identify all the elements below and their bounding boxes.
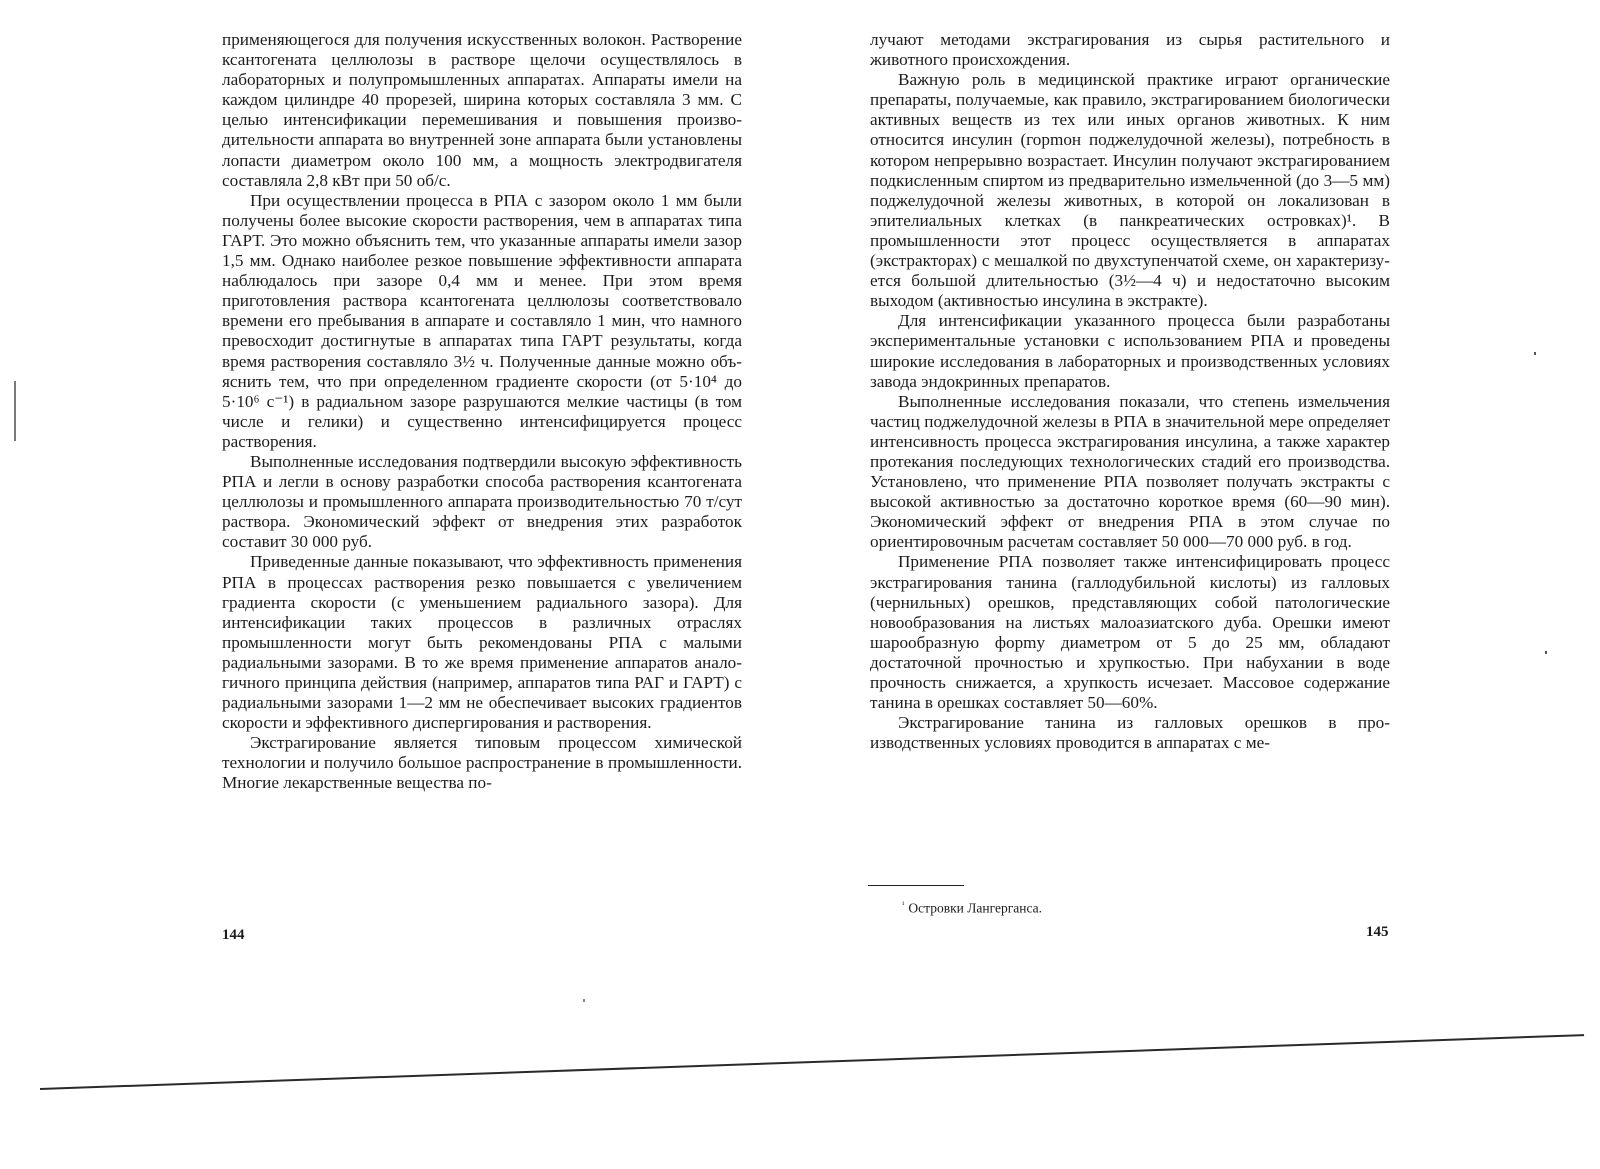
scan-page-edge-line [40, 1034, 1584, 1090]
footnote-text: Островки Лангерганса. [908, 900, 1042, 916]
left-paragraph-5: Экстрагирование является типовым процессом химической технологии и получило большое распространение в промышленности. Многие лекарственные вещества по- [222, 733, 742, 793]
left-paragraph-3: Выполненные исследования подтвердили высокую эффективность РПА и легли в основу разработки способа растворения ксантогената целлюлозы и промышленного аппарата производительностью 70 т/сут раствора. Экономический эффект от внедрения этих разработок составит 30 000 руб. [222, 451, 742, 552]
left-paragraph-1: применяющегося для получения искусственных волокон. Растворение ксантогената целлюлозы в растворе щелочи осуществлялось в лабораторных и полупромышленных аппаратах. Аппараты имели на каждом цилиндре 40 прорезей, ширина которых составляла 3 мм. С целью интенсификации перемешивания и повышения производительности аппарата во внутренней зоне аппарата были установлены лопасти диаметром около 100 мм, а мощность электродвигателя составляла 2,8 кВт при 50 об/с. [222, 30, 742, 190]
left-paragraph-2: При осуществлении процесса в РПА с зазором около 1 мм были получены более высокие скорости растворения, чем в аппаратах типа ГАРТ. Это можно объяснить тем, что указанные аппараты имели зазор 1,5 мм. Однако наиболее резкое повышение эффективности аппарата наблюдалось при зазоре 0,4 мм и менее. При этом время приготовления раствора ксантогената целлюлозы соответствовало времени его пребывания в аппарате и составляло 1 мин, что намного превосходит достигнутые в аппаратах типа ГАРТ результаты, когда время растворения составляло 3½ ч. Полученные данные можно объяснить тем, что при определенном градиенте скорости (от 5·10⁴ до 5·10⁶ с⁻¹) в радиальном зазоре разрушаются мелкие частицы (в том числе и гелики) и существенно интенсифицируется процесс растворения. [222, 190, 742, 451]
right-paragraph-4: Выполненные исследования показали, что степень измельчения частиц поджелудочной железы в РПА в значительной мере определяет интенсивность процесса экстрагирования инсулина, а также характер протекания последующих технологических стадий его производства. Установлено, что применение РПА позволяет получать экстракты с высокой активностью за достаточно короткое время (60—90 мин). Экономический эффект от внедрения РПА в этом случае по ориентировочным расчетам составляет 50 000—70 000 руб. в год. [870, 391, 1390, 552]
scan-artifact-dot [1545, 651, 1547, 654]
right-paragraph-6: Экстрагирование танина из галловых орешков в производственных условиях проводится в аппаратах с ме- [870, 713, 1390, 753]
scan-artifact-bar [14, 381, 16, 441]
right-page-number: 145 [1366, 924, 1389, 940]
left-page-body [222, 30, 742, 794]
scan-artifact-dot [583, 999, 585, 1002]
right-paragraph-1: лучают методами экстрагирования из сырья растительного и животного происхождения. [870, 30, 1390, 70]
scan-artifact-dot [1534, 352, 1536, 355]
footnote [902, 897, 1042, 917]
right-paragraph-5: Применение РПА позволяет также интенсифицировать процесс экстрагирования танина (галлодубильной кислоты) из галловых (чернильных) орешков, представляющих собой патологические новообразования на листьях малоазиатского дуба. Орешки имеют шарообразную форmу диаметром от 5 до 25 мм, обладают достаточной прочностью и хрупкостью. При набухании в воде прочность снижается, а хрупкость исчезает. Массовое содержание танина в орешках составляет 50—60%. [870, 552, 1390, 713]
left-page-number: 144 [222, 927, 245, 943]
footnote-marker: ¹ [902, 900, 905, 909]
right-page-body [870, 30, 1390, 753]
footnote-rule [868, 885, 964, 886]
right-paragraph-2: Важную роль в медицинской практике играют органические препараты, получаемые, как правило, экстрагированием биологически активных веществ из тех или иных органов животных. К ним относится инсулин (горmон поджелудочной железы), потребность в котором непрерывно возрастает. Инсулин получают экстрагированием подкисленным спиртом из предварительно измельченной (до 3—5 мм) поджелудочной железы животных, в которой он локализован в эпителиальных клетках (в панкреатических островках)¹. В промышленности этот процесс осуществляется в аппаратах (экстракторах) с мешалкой по двухступенчатой схеме, он характеризуется большой длительностью (3½—4 ч) и недостаточно высоким выходом (активностью инсулина в экстракте). [870, 70, 1390, 311]
left-paragraph-4: Приведенные данные показывают, что эффективность применения РПА в процессах растворения резко повышается с увеличением градиента скорости (с уменьшением радиального зазора). Для интенсификации таких процессов в различных отраслях промышленности могут быть рекомендованы РПА с малыми радиальными зазорами. В то же время применение аппаратов аналогичного принципа действия (например, аппаратов типа РАГ и ГАРТ) с радиальными зазорами 1—2 мм не обеспечивает высоких градиентов скорости и эффективного диспергирования и растворения. [222, 552, 742, 733]
right-paragraph-3: Для интенсификации указанного процесса были разработаны экспериментальные установки с использованием РПА и проведены широкие исследования в лабораторных и производственных условиях завода эндокринных препаратов. [870, 311, 1390, 391]
